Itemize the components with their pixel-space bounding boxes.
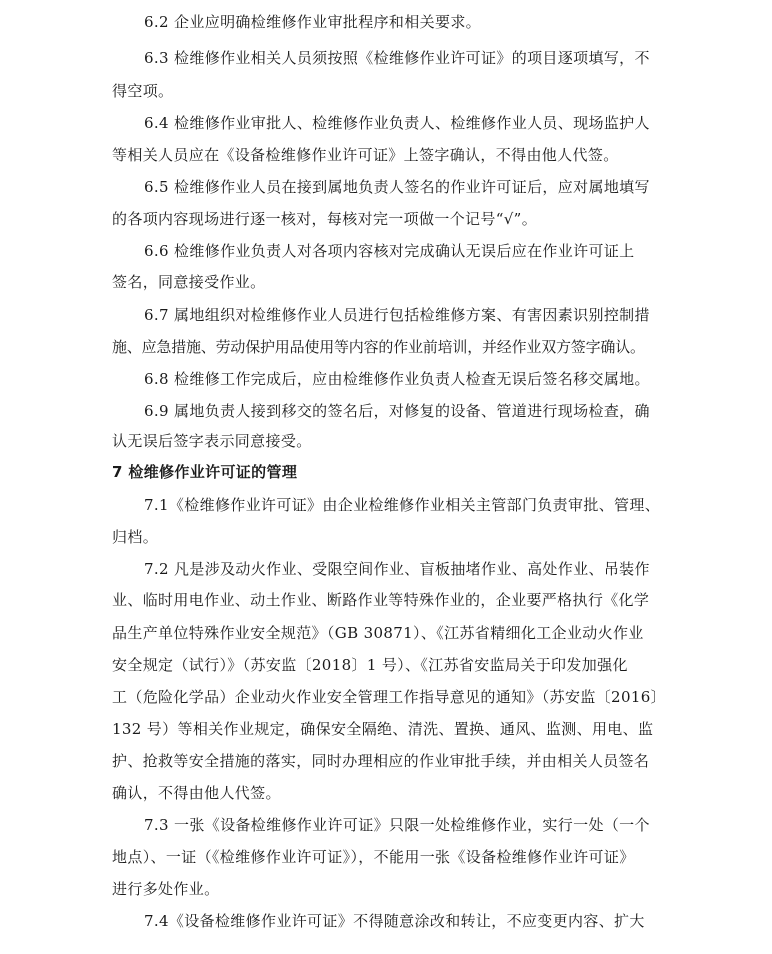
clause-6-4-line-1: 6.4 检维修作业审批人、检维修作业负责人、检维修作业人员、现场监护人 <box>144 114 650 132</box>
clause-6-7-line-2: 施、应急措施、劳动保护用品使用等内容的作业前培训，并经作业双方签字确认。 <box>112 338 645 356</box>
clause-6-3-line-1: 6.3 检维修作业相关人员须按照《检维修作业许可证》的项目逐项填写，不 <box>144 49 650 67</box>
clause-7-2-line-3: 品生产单位特殊作业安全规范》（GB 30871）、《江苏省精细化工企业动火作业 <box>112 624 644 642</box>
clause-7-2-line-1: 7.2 凡是涉及动火作业、受限空间作业、盲板抽堵作业、高处作业、吊装作 <box>144 560 650 578</box>
clause-7-2-line-5: 工（危险化学品）企业动火作业安全管理工作指导意见的通知》（苏安监〔2016〕 <box>112 688 666 706</box>
clause-6-4-line-2: 等相关人员应在《设备检维修作业许可证》上签字确认，不得由他人代签。 <box>112 146 619 164</box>
clause-6-2-line-1: 6.2 企业应明确检维修作业审批程序和相关要求。 <box>144 13 482 31</box>
clause-7-2-line-4: 安全规定（试行）》（苏安监〔2018〕1 号）、《江苏省安监局关于印发加强化 <box>112 656 628 674</box>
clause-7-3-line-2: 地点）、一证（《检维修作业许可证》），不能用一张《设备检维修作业许可证》 <box>112 848 635 866</box>
clause-6-5-line-2: 的各项内容现场进行逐一核对，每核对完一项做一个记号“√”。 <box>112 210 538 228</box>
clause-6-7-line-1: 6.7 属地组织对检维修作业人员进行包括检维修方案、有害因素识别控制措 <box>144 306 650 324</box>
clause-6-9-line-1: 6.9 属地负责人接到移交的签名后，对修复的设备、管道进行现场检查，确 <box>144 402 650 420</box>
clause-7-4-line-1: 7.4《设备检维修作业许可证》不得随意涂改和转让，不应变更内容、扩大 <box>144 912 645 930</box>
clause-6-5-line-1: 6.5 检维修作业人员在接到属地负责人签名的作业许可证后，应对属地填写 <box>144 178 650 196</box>
clause-7-1-line-1: 7.1《检维修作业许可证》由企业检维修作业相关主管部门负责审批、管理、 <box>144 496 661 514</box>
clause-6-9-line-2: 认无误后签字表示同意接受。 <box>112 432 312 450</box>
clause-7-3-line-1: 7.3 一张《设备检维修作业许可证》只限一处检维修作业，实行一处（一个 <box>144 816 650 834</box>
clause-7-1-line-2: 归档。 <box>112 528 159 546</box>
clause-7-2-line-8: 确认，不得由他人代签。 <box>112 784 281 802</box>
clause-6-6-line-2: 签名，同意接受作业。 <box>112 273 266 291</box>
section-7-heading: 7 检维修作业许可证的管理 <box>112 463 298 481</box>
clause-6-8-line-1: 6.8 检维修工作完成后，应由检维修作业负责人检查无误后签名移交属地。 <box>144 370 650 388</box>
clause-6-3-line-2: 得空项。 <box>112 82 174 100</box>
clause-7-2-line-6: 132 号）等相关作业规定，确保安全隔绝、清洗、置换、通风、监测、用电、监 <box>112 720 654 738</box>
clause-6-6-line-1: 6.6 检维修作业负责人对各项内容核对完成确认无误后应在作业许可证上 <box>144 242 635 260</box>
clause-7-2-line-7: 护、抢救等安全措施的落实，同时办理相应的作业审批手续，并由相关人员签名 <box>112 752 650 770</box>
clause-7-3-line-3: 进行多处作业。 <box>112 880 220 898</box>
clause-7-2-line-2: 业、临时用电作业、动土作业、断路作业等特殊作业的，企业要严格执行《化学 <box>112 591 650 609</box>
